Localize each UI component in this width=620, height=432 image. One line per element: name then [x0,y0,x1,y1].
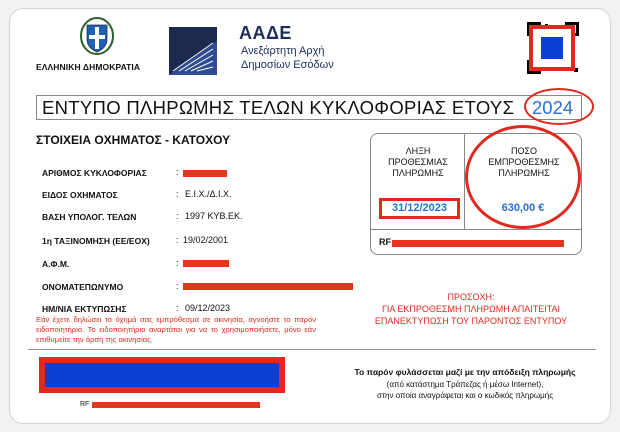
immobilization-warning: Εάν έχετε δηλώσει το όχημά σας εμπρόθεσμα σε ακινησία, αγνοήστε το παρόν ειδοποιητήριο. Το ειδοποιητήριο αναρτάται για να το χρησιμοποιήσετε, μόνο εάν επιθυμείτε την άρση της ακινησίας. [36,315,316,344]
field-colon: : [176,281,179,291]
republic-label: ΕΛΛΗΝΙΚΗ ΔΗΜΟΚΡΑΤΙΑ [36,62,141,72]
amount-highlight-circle [465,125,581,229]
amount-label: ΠΟΣΟ ΕΜΠΡΟΘΕΣΜΗΣ ΠΛΗΡΩΜΗΣ [488,146,560,178]
info-divider-horizontal [370,229,582,230]
deadline-value: 31/12/2023 [391,202,448,214]
footer-code-redaction [92,402,260,408]
retention-note-title: Το παρόν φυλάσσεται μαζί με την απόδειξη πληρωμής [354,367,576,377]
full-name-redaction [183,283,353,290]
form-title: ΕΝΤΥΠΟ ΠΛΗΡΩΜΗΣ ΤΕΛΩΝ ΚΥΚΛΟΦΟΡΙΑΣ ΕΤΟΥΣ [42,97,515,118]
aade-logo-icon [169,27,217,75]
field-label-plate: ΑΡΙΘΜΟΣ ΚΥΚΛΟΦΟΡΙΑΣ [42,168,147,178]
form-year: 2024 [532,97,574,118]
payment-code-label: RF [379,237,391,247]
vehicle-section-title: ΣΤΟΙΧΕΙΑ ΟΧΗΜΑΤΟΣ - ΚΑΤΟΧΟΥ [36,133,231,147]
authority-name-line1: Ανεξάρτητη Αρχή [241,45,325,57]
bank-area-redaction [39,357,285,393]
year-highlight-circle [524,88,594,125]
field-label-vehicle-type: ΕΙΔΟΣ ΟΧΗΜΑΤΟΣ [42,190,118,200]
footer-code-label: RF [80,401,90,408]
payment-code-redaction [392,240,564,247]
deadline-label: ΛΗΞΗ ΠΡΟΘΕΣΜΙΑΣ ΠΛΗΡΩΜΗΣ [388,146,448,178]
field-value-vehicle-type: Ε.Ι.Χ./Δ.Ι.Χ. [185,189,232,199]
authority-name-line2: Δημοσίων Εσόδων [241,59,334,71]
field-value-calc-base: 1997 ΚΥΒ.ΕΚ. [185,211,243,221]
field-colon: : [176,235,179,245]
field-colon: : [176,167,179,177]
field-label-first-registration: 1η ΤΑΞΙΝΟΜΗΣΗ (ΕΕ/ΕΟΧ) [42,236,150,246]
field-colon: : [176,258,179,268]
retention-note-body: (από κατάστημα Τράπεζας ή μέσω Internet), στην οποία αναγράφεται και ο κωδικός πληρωμής [376,380,554,400]
tear-off-line [28,349,596,350]
field-label-full-name: ΟΝΟΜΑΤΕΠΩΝΥΜΟ [42,282,124,292]
authority-abbreviation: ΑΑΔΕ [239,23,292,43]
coat-of-arms-icon [80,17,114,55]
field-label-calc-base: ΒΑΣΗ ΥΠΟΛΟΓ. ΤΕΛΩΝ [42,212,137,222]
tax-id-redaction [183,260,229,267]
field-value-print-date: 09/12/2023 [185,303,231,313]
field-colon: : [176,211,179,221]
qr-redaction-highlight [529,25,575,71]
field-colon: : [176,189,179,199]
field-label-tax-id: Α.Φ.Μ. [42,259,70,269]
amount-value: 630,00 € [501,202,545,214]
late-payment-notice: ΠΡΟΣΟΧΗ: ΓΙΑ ΕΚΠΡΟΘΕΣΜΗ ΠΛΗΡΩΜΗ ΑΠΑΙΤΕΙΤΑΙ ΕΠΑΝΕΚΤΥΠΩΣΗ ΤΟΥ ΠΑΡΟΝΤΟΣ ΕΝΤΥΠΟΥ [374,292,568,326]
field-value-first-registration: 19/02/2001 [183,235,229,245]
plate-redaction [183,170,227,177]
field-colon: : [176,303,179,313]
field-label-print-date: ΗΜ/ΝΙΑ ΕΚΤΥΠΩΣΗΣ [42,304,127,314]
